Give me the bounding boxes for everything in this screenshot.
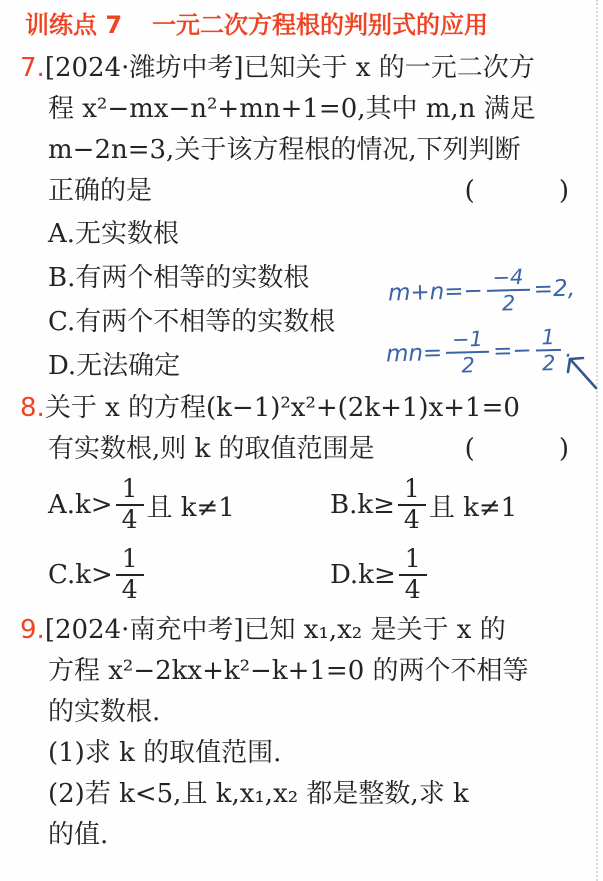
section-header: [0, 8, 603, 42]
handwritten-note-product: [385, 325, 573, 380]
fraction-denominator: 4: [121, 505, 138, 534]
fraction-numerator: 1: [116, 475, 144, 506]
p8-option-a-pre: A.k>: [48, 490, 113, 520]
p7-line4-text: 正确的是: [48, 176, 153, 206]
p7-number: 7.: [20, 53, 45, 83]
hw-prod-post: .: [564, 336, 573, 363]
fraction-denominator: 2: [541, 351, 556, 376]
p8-option-d-pre: D.k≥: [330, 560, 396, 590]
p9-line1-text: [2024·南充中考]已知 x₁,x₂ 是关于 x 的: [44, 615, 506, 645]
p8-option-a-fraction: [116, 475, 144, 535]
p8-option-c: [48, 545, 330, 605]
p8-line1: [0, 388, 603, 429]
p7-option-a: A.无实数根: [48, 219, 180, 249]
fraction-numerator: 1: [116, 545, 144, 576]
fraction-numerator: 1: [535, 325, 561, 352]
p8-option-b-post: 且 k≠1: [428, 492, 518, 523]
p8-line1-text: 关于 x 的方程(k−1)²x²+(2k+1)x+1=0: [44, 393, 520, 423]
p8-option-c-fraction: [116, 545, 144, 605]
hw-sum-fraction: [486, 265, 530, 316]
fraction-denominator: 4: [121, 575, 138, 604]
hw-prod-fraction1: [446, 327, 490, 378]
p8-option-a-post: 且 k≠1: [146, 492, 235, 523]
p8-option-d-fraction: [399, 545, 427, 605]
fraction-denominator: 2: [501, 291, 516, 316]
p9-sub1: (1)求 k 的取值范围.: [48, 738, 282, 768]
fraction-numerator: 1: [399, 545, 427, 576]
p7-option-d: D.无法确定: [48, 351, 181, 381]
hw-sum-post: =2,: [533, 275, 576, 303]
p7-line4: [0, 171, 603, 212]
fraction-numerator: −1: [446, 327, 490, 354]
p8-option-a: [48, 475, 330, 535]
p7-option-b: B.有两个相等的实数根: [48, 263, 310, 293]
p9-line1: [0, 610, 603, 651]
section-label: 训练点 7: [25, 11, 123, 39]
p8-options-row2: [0, 540, 603, 610]
handwritten-note-sum: [387, 264, 575, 319]
fraction-numerator: −4: [486, 265, 530, 292]
p7-option-c: C.有两个不相等的实数根: [48, 307, 336, 337]
p8-answer-bracket: ( ): [464, 434, 571, 464]
p8-line2: [0, 429, 603, 470]
p9-line3: 的实数根.: [48, 697, 161, 727]
p8-line2-text: 有实数根,则 k 的取值范围是: [48, 434, 375, 464]
fraction-denominator: 4: [403, 505, 420, 534]
p7-line1-text: [2024·潍坊中考]已知关于 x 的一元二次方: [44, 53, 535, 83]
hw-prod-fraction2: [535, 325, 562, 376]
p8-option-b: [330, 475, 603, 535]
handwritten-up-left-arrow-icon: [562, 350, 602, 392]
p8-option-c-pre: C.k>: [48, 560, 113, 590]
hw-prod-mid: =−: [492, 337, 533, 365]
p9-sub2-line2: 的值.: [48, 820, 109, 850]
section-title: 一元二次方程根的判别式的应用: [152, 11, 489, 39]
p9-line2: 方程 x²−2kx+k²−k+1=0 的两个不相等: [48, 656, 529, 686]
p8-option-b-fraction: [398, 475, 426, 535]
hw-sum-pre: m+n=−: [387, 278, 484, 307]
p7-line1: [0, 48, 603, 89]
p8-options-row1: [0, 470, 603, 540]
p8-option-b-pre: B.k≥: [330, 490, 395, 520]
p9-number: 9.: [20, 615, 45, 645]
p8-option-d: [330, 545, 603, 605]
p7-answer-bracket: ( ): [464, 176, 571, 206]
p7-line2: 程 x²−mx−n²+mn+1=0,其中 m,n 满足: [48, 94, 536, 124]
p9-sub2-line1: (2)若 k<5,且 k,x₁,x₂ 都是整数,求 k: [48, 779, 469, 809]
p8-number: 8.: [20, 393, 45, 423]
fraction-denominator: 2: [461, 353, 476, 378]
fraction-numerator: 1: [398, 475, 426, 506]
fraction-denominator: 4: [404, 575, 421, 604]
page-edge-dotted-line: [596, 0, 598, 881]
hw-prod-pre: mn=: [385, 340, 443, 368]
p7-line3: m−2n=3,关于该方程根的情况,下列判断: [48, 135, 521, 165]
